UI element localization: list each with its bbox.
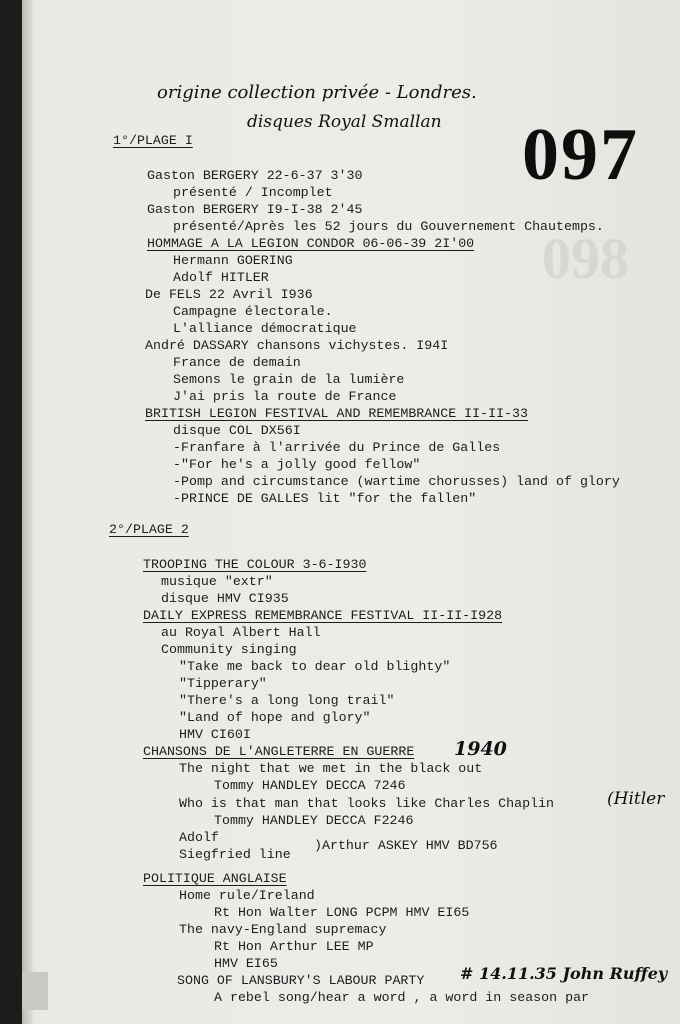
side2-line: Adolf: [179, 830, 219, 845]
side1-line: BRITISH LEGION FESTIVAL AND REMEMBRANCE II-II-33: [145, 406, 529, 421]
side2-line: "Land of hope and glory": [179, 710, 371, 725]
side2-line: Who is that man that looks like Charles Chaplin: [179, 796, 555, 811]
side1-line: -Franfare à l'arrivée du Prince de Galles: [173, 440, 501, 455]
handwritten-origin-note: origine collection privée - Londres.: [157, 82, 477, 103]
side2-line: HMV EI65: [214, 956, 278, 971]
side1-line: André DASSARY chansons vichystes. I94I: [145, 338, 449, 353]
side2-line: A rebel song/hear a word , a word in season par: [214, 990, 590, 1005]
handwritten-lansbury-note: # 14.11.35 John Ruffey: [460, 964, 668, 983]
side1-line: Adolf HITLER: [173, 270, 269, 285]
side2-line: TROOPING THE COLOUR 3-6-I930: [143, 557, 367, 572]
side2-line: "There's a long long trail": [179, 693, 395, 708]
side1-line: De FELS 22 Avril I936: [145, 287, 313, 302]
side2-line: The night that we met in the black out: [179, 761, 483, 776]
side2-line: au Royal Albert Hall: [161, 625, 321, 640]
side2-line: Rt Hon Arthur LEE MP: [214, 939, 374, 954]
side2-line: Rt Hon Walter LONG PCPM HMV EI65: [214, 905, 470, 920]
document-page: [22, 0, 680, 1024]
side2-line: Tommy HANDLEY DECCA 7246: [214, 778, 406, 793]
handwritten-1940: 1940: [454, 738, 507, 760]
side2-line: disque HMV CI935: [161, 591, 289, 606]
side2-line: Siegfried line: [179, 847, 291, 862]
side1-line: France de demain: [173, 355, 301, 370]
side1-line: Semons le grain de la lumière: [173, 372, 405, 387]
side2-line: Home rule/Ireland: [179, 888, 315, 903]
side1-line: -PRINCE DE GALLES lit "for the fallen": [173, 491, 477, 506]
side1-line: présenté/Après les 52 jours du Gouvernement Chautemps.: [173, 219, 604, 234]
side2-line: DAILY EXPRESS REMEMBRANCE FESTIVAL II-II-I928: [143, 608, 503, 623]
handwritten-hitler: (Hitler: [607, 789, 665, 809]
side2-line: POLITIQUE ANGLAISE: [143, 871, 287, 886]
bleed-through-number: 098: [542, 226, 629, 291]
side1-line: Hermann GOERING: [173, 253, 293, 268]
side1-line: Gaston BERGERY I9-I-38 2'45: [147, 202, 363, 217]
side2-line: )Arthur ASKEY HMV BD756: [314, 838, 498, 853]
side1-line: -Pomp and circumstance (wartime chorusses) land of glory: [173, 474, 620, 489]
handwritten-disques-note: disques Royal Smallan: [247, 112, 442, 132]
side1-heading: 1°/PLAGE I: [113, 133, 193, 148]
side2-heading: 2°/PLAGE 2: [109, 522, 189, 537]
side2-line: musique "extr": [161, 574, 273, 589]
side2-line: HMV CI60I: [179, 727, 251, 742]
binding-tab: [22, 972, 48, 1010]
side1-line: -"For he's a jolly good fellow": [173, 457, 421, 472]
side2-line: "Take me back to dear old blighty": [179, 659, 451, 674]
side1-line: présenté / Incomplet: [173, 185, 333, 200]
side2-line: The navy-England supremacy: [179, 922, 387, 937]
side1-line: Gaston BERGERY 22-6-37 3'30: [147, 168, 363, 183]
side1-line: L'alliance démocratique: [173, 321, 357, 336]
side2-line: Community singing: [161, 642, 297, 657]
side2-line: SONG OF LANSBURY'S LABOUR PARTY: [177, 973, 425, 988]
side1-line: J'ai pris la route de France: [173, 389, 397, 404]
side1-line: disque COL DX56I: [173, 423, 301, 438]
side2-line: CHANSONS DE L'ANGLETERRE EN GUERRE: [143, 744, 415, 759]
side1-line: HOMMAGE A LA LEGION CONDOR 06-06-39 2I'00: [147, 236, 475, 251]
side2-line: Tommy HANDLEY DECCA F2246: [214, 813, 414, 828]
side2-line: "Tipperary": [179, 676, 267, 691]
document-number-stamp: 097: [522, 114, 639, 196]
side1-line: Campagne électorale.: [173, 304, 333, 319]
